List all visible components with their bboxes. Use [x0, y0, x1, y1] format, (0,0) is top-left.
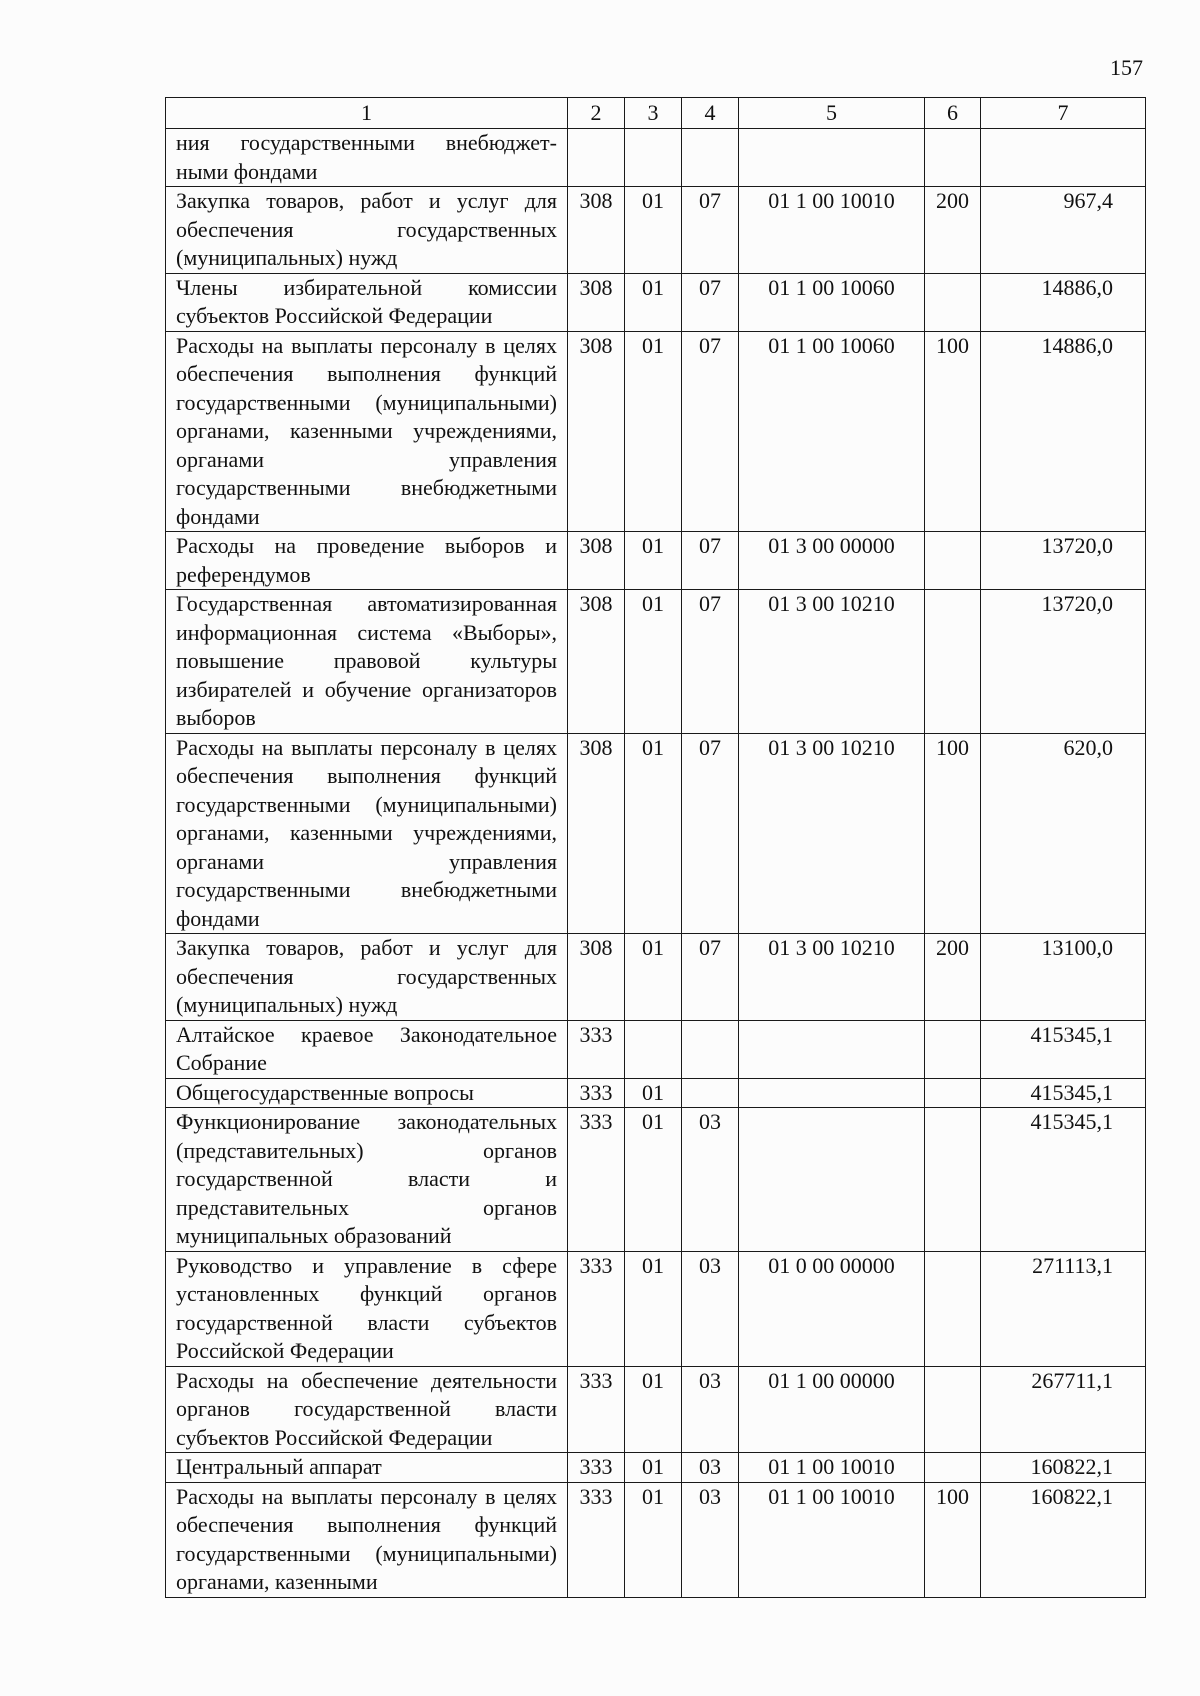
target-article-cell: 01 1 00 10010 [739, 187, 925, 274]
table-row [166, 129, 1146, 187]
department-code-cell: 308 [568, 187, 625, 274]
subsection-cell [682, 1020, 739, 1078]
amount-cell: 415345,1 [981, 1108, 1146, 1252]
expense-type-cell [925, 1108, 981, 1252]
target-article-cell: 01 1 00 10010 [739, 1482, 925, 1597]
subsection-cell [682, 1078, 739, 1108]
item-name-cell: Центральный аппарат [166, 1453, 568, 1483]
expense-type-cell: 100 [925, 733, 981, 934]
section-cell: 01 [625, 1078, 682, 1108]
table-row [166, 1366, 1146, 1453]
amount-cell: 14886,0 [981, 273, 1146, 331]
target-article-cell: 01 3 00 10210 [739, 590, 925, 734]
subsection-cell: 03 [682, 1108, 739, 1252]
amount-cell: 14886,0 [981, 331, 1146, 532]
target-article-cell: 01 1 00 10060 [739, 273, 925, 331]
expense-type-cell: 200 [925, 934, 981, 1021]
target-article-cell [739, 1078, 925, 1108]
target-article-cell [739, 129, 925, 187]
subsection-cell: 03 [682, 1251, 739, 1366]
subsection-cell: 07 [682, 273, 739, 331]
section-cell: 01 [625, 331, 682, 532]
amount-cell: 967,4 [981, 187, 1146, 274]
section-cell: 01 [625, 532, 682, 590]
table-row [166, 590, 1146, 734]
section-cell: 01 [625, 1108, 682, 1252]
expense-type-cell: 100 [925, 1482, 981, 1597]
target-article-cell [739, 1020, 925, 1078]
item-name-cell: Закупка товаров, работ и услуг для обеспечения государственных (муниципальных) нужд [166, 934, 568, 1021]
expense-type-cell [925, 129, 981, 187]
subsection-cell: 07 [682, 331, 739, 532]
item-name-cell: Общегосударственные вопросы [166, 1078, 568, 1108]
item-name-cell: Расходы на выплаты персоналу в целях обеспечения выполнения функций государственными (муниципальными) органами, казенными учреждениями, органами управления государственными внебюджетными фондами [166, 331, 568, 532]
item-name-cell: ния государственными внебюджет-ными фондами [166, 129, 568, 187]
header-cell: 4 [682, 98, 739, 129]
section-cell: 01 [625, 590, 682, 734]
expense-type-cell [925, 1020, 981, 1078]
table-row [166, 1078, 1146, 1108]
amount-cell: 267711,1 [981, 1366, 1146, 1453]
item-name-cell: Расходы на обеспечение деятельности органов государственной власти субъектов Российской Федерации [166, 1366, 568, 1453]
target-article-cell: 01 1 00 10060 [739, 331, 925, 532]
target-article-cell: 01 0 00 00000 [739, 1251, 925, 1366]
target-article-cell: 01 3 00 10210 [739, 733, 925, 934]
table-row [166, 934, 1146, 1021]
subsection-cell: 07 [682, 187, 739, 274]
target-article-cell: 01 3 00 00000 [739, 532, 925, 590]
subsection-cell [682, 129, 739, 187]
table-body [166, 98, 1146, 1598]
amount-cell: 13720,0 [981, 590, 1146, 734]
amount-cell: 13100,0 [981, 934, 1146, 1021]
section-cell: 01 [625, 1251, 682, 1366]
header-cell: 3 [625, 98, 682, 129]
amount-cell: 160822,1 [981, 1482, 1146, 1597]
section-cell: 01 [625, 187, 682, 274]
department-code-cell: 333 [568, 1108, 625, 1252]
department-code-cell: 333 [568, 1366, 625, 1453]
subsection-cell: 03 [682, 1366, 739, 1453]
department-code-cell: 308 [568, 532, 625, 590]
amount-cell: 13720,0 [981, 532, 1146, 590]
department-code-cell: 333 [568, 1453, 625, 1483]
amount-cell: 415345,1 [981, 1020, 1146, 1078]
expense-type-cell [925, 532, 981, 590]
header-cell: 6 [925, 98, 981, 129]
section-cell: 01 [625, 733, 682, 934]
expense-type-cell [925, 1453, 981, 1483]
header-cell: 5 [739, 98, 925, 129]
expense-type-cell [925, 590, 981, 734]
amount-cell: 271113,1 [981, 1251, 1146, 1366]
amount-cell: 415345,1 [981, 1078, 1146, 1108]
department-code-cell [568, 129, 625, 187]
table-row [166, 187, 1146, 274]
table-row [166, 733, 1146, 934]
target-article-cell [739, 1108, 925, 1252]
amount-cell: 620,0 [981, 733, 1146, 934]
expense-type-cell [925, 1251, 981, 1366]
table-header-row [166, 98, 1146, 129]
amount-cell: 160822,1 [981, 1453, 1146, 1483]
section-cell: 01 [625, 1453, 682, 1483]
expense-type-cell [925, 1366, 981, 1453]
table-row [166, 1453, 1146, 1483]
target-article-cell: 01 1 00 10010 [739, 1453, 925, 1483]
expense-type-cell: 100 [925, 331, 981, 532]
item-name-cell: Члены избирательной комиссии субъектов Российской Федерации [166, 273, 568, 331]
subsection-cell: 07 [682, 934, 739, 1021]
expense-type-cell [925, 1078, 981, 1108]
item-name-cell: Расходы на проведение выборов и референдумов [166, 532, 568, 590]
item-name-cell: Расходы на выплаты персоналу в целях обеспечения выполнения функций государственными (муниципальными) органами, казенными [166, 1482, 568, 1597]
subsection-cell: 07 [682, 733, 739, 934]
section-cell: 01 [625, 1366, 682, 1453]
header-cell: 7 [981, 98, 1146, 129]
target-article-cell: 01 1 00 00000 [739, 1366, 925, 1453]
section-cell: 01 [625, 273, 682, 331]
department-code-cell: 308 [568, 273, 625, 331]
header-cell: 2 [568, 98, 625, 129]
item-name-cell: Руководство и управление в сфере установленных функций органов государственной власти субъектов Российской Федерации [166, 1251, 568, 1366]
section-cell [625, 1020, 682, 1078]
table-row [166, 532, 1146, 590]
department-code-cell: 333 [568, 1482, 625, 1597]
subsection-cell: 07 [682, 532, 739, 590]
department-code-cell: 333 [568, 1078, 625, 1108]
table-row [166, 1108, 1146, 1252]
department-code-cell: 333 [568, 1251, 625, 1366]
section-cell [625, 129, 682, 187]
section-cell: 01 [625, 934, 682, 1021]
section-cell: 01 [625, 1482, 682, 1597]
department-code-cell: 308 [568, 331, 625, 532]
item-name-cell: Алтайское краевое Законодательное Собрание [166, 1020, 568, 1078]
subsection-cell: 03 [682, 1453, 739, 1483]
subsection-cell: 07 [682, 590, 739, 734]
subsection-cell: 03 [682, 1482, 739, 1597]
department-code-cell: 333 [568, 1020, 625, 1078]
expense-type-cell: 200 [925, 187, 981, 274]
table-row [166, 1482, 1146, 1597]
item-name-cell: Функционирование законодательных (представительных) органов государственной власти и представительных органов муниципальных образований [166, 1108, 568, 1252]
budget-table [165, 97, 1146, 1598]
item-name-cell: Закупка товаров, работ и услуг для обеспечения государственных (муниципальных) нужд [166, 187, 568, 274]
item-name-cell: Расходы на выплаты персоналу в целях обеспечения выполнения функций государственными (муниципальными) органами, казенными учреждениями, органами управления государственными внебюджетными фондами [166, 733, 568, 934]
page-number: 157 [1110, 55, 1143, 80]
department-code-cell: 308 [568, 590, 625, 734]
department-code-cell: 308 [568, 733, 625, 934]
amount-cell [981, 129, 1146, 187]
item-name-cell: Государственная автоматизированная информационная система «Выборы», повышение правовой культуры избирателей и обучение организаторов выборов [166, 590, 568, 734]
table-row [166, 273, 1146, 331]
header-cell: 1 [166, 98, 568, 129]
table-row [166, 331, 1146, 532]
department-code-cell: 308 [568, 934, 625, 1021]
table-row [166, 1020, 1146, 1078]
table-row [166, 1251, 1146, 1366]
target-article-cell: 01 3 00 10210 [739, 934, 925, 1021]
expense-type-cell [925, 273, 981, 331]
